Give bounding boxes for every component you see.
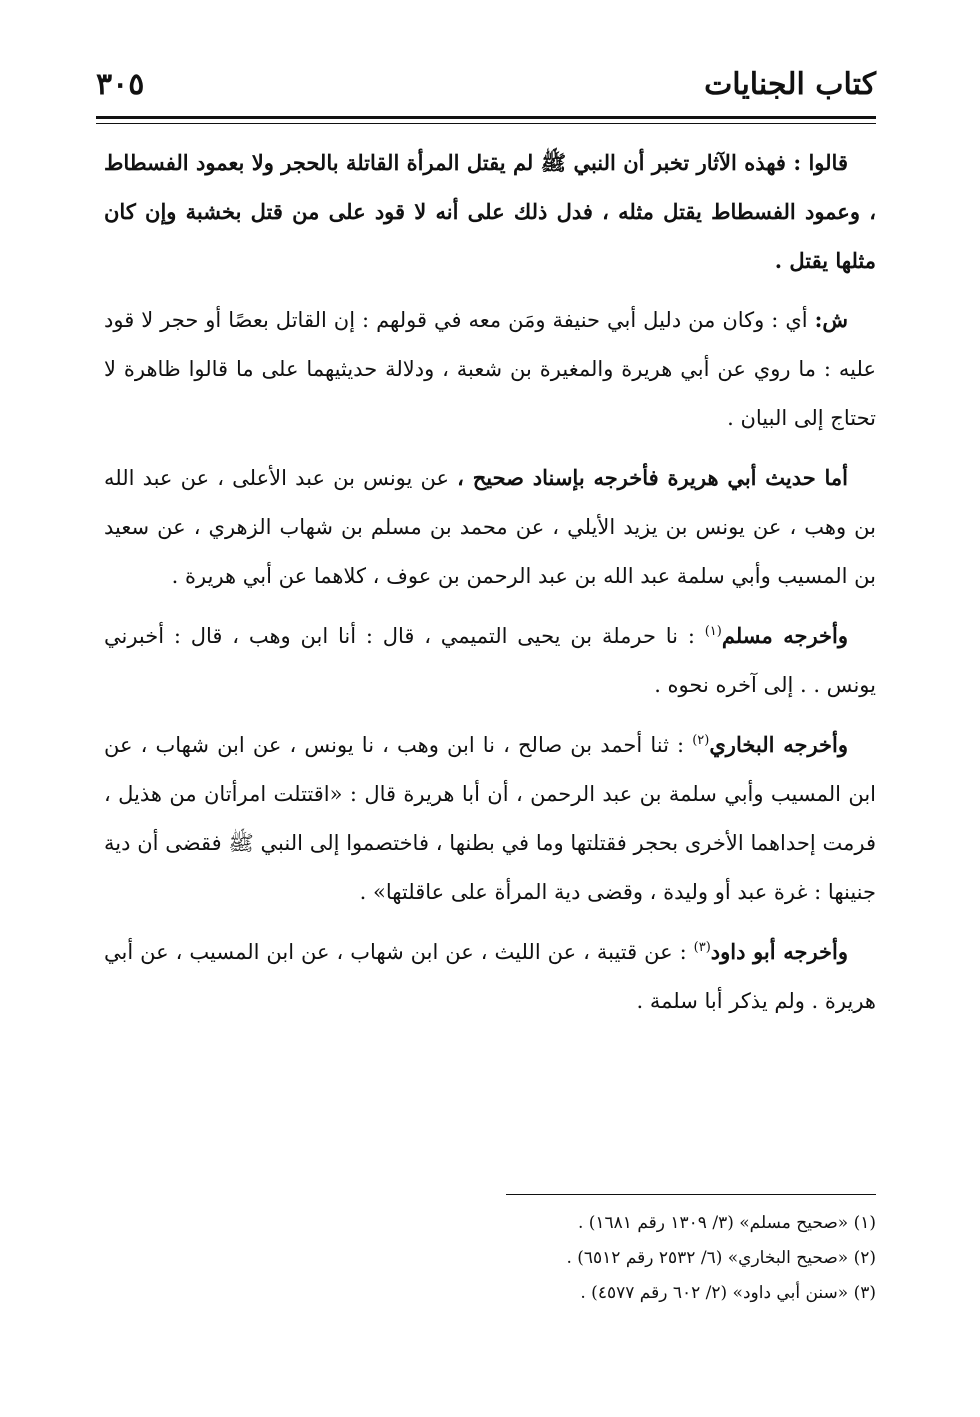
paragraph-text: عن يونس بن عبد الأعلى ، عن عبد الله بن وهب ، عن يونس بن يزيد الأيلي ، عن محمد بن مسلم بن شهاب الزهري ، عن سعيد بن المسيب وأبي سلمة عبد الله بن عبد الرحمن بن عوف ، كلاهما عن أبي هريرة . (104, 466, 876, 588)
footnote: (١) «صحيح مسلم» (٣/ ١٣٠٩ رقم ١٦٨١) . (577, 1213, 876, 1233)
footnote-marker: (٢) (692, 733, 710, 748)
paragraph (104, 720, 876, 917)
paragraph-text: : عن قتيبة ، عن الليث ، عن ابن شهاب ، عن ابن المسيب ، عن أبي هريرة . ولم يذكر أبا سلمة . (104, 940, 876, 1013)
paragraph-text: أي : وكان من دليل أبي حنيفة ومَن معه في قولهم : إن القاتل بعصًا أو حجر لا قود عليه : ما روي عن أبي هريرة والمغيرة بن شعبة ، ودلالة حديثيهما على ما قالوا ظاهرة لا تحتاج إلى البيان . (104, 308, 876, 430)
footnotes (104, 1206, 876, 1311)
page-header (96, 62, 876, 112)
paragraph-lead: وأخرجه مسلم (721, 623, 848, 648)
running-title: كتاب الجنايات (704, 67, 876, 102)
paragraph-lead: ش: (814, 307, 848, 332)
footnote-marker: (٣) (693, 940, 711, 955)
paragraph (104, 611, 876, 710)
footnote-separator (506, 1194, 876, 1195)
page-number: ٣٠٥ (96, 67, 145, 102)
paragraph (104, 927, 876, 1026)
paragraph-lead: وأخرجه أبو داود (710, 939, 848, 964)
paragraph (104, 295, 876, 443)
paragraph-text: : نا حرملة بن يحيى التميمي ، قال : أنا ابن وهب ، قال : أخبرني يونس . . إلى آخره نحوه . (104, 624, 876, 697)
footnote: (٢) «صحيح البخاري» (٦/ ٢٥٣٢ رقم ٦٥١٢) . (566, 1248, 876, 1268)
footnote: (٣) «سنن أبي داود» (٢/ ٦٠٢ رقم ٤٥٧٧) . (580, 1283, 876, 1303)
paragraph-lead: وأخرجه البخاري (709, 732, 848, 757)
header-rule-thick (96, 116, 876, 119)
main-text (104, 138, 876, 1036)
paragraph-text: قالوا : فهذه الآثار تخبر أن النبي ﷺ لم يقتل المرأة القاتلة بالحجر ولا بعمود الفسطاط ، وعمود الفسطاط يقتل مثله ، فدل ذلك على أنه لا قود على من قتل بخشبة وإن كان مثلها يقتل . (104, 150, 876, 273)
header-rule-thin (96, 123, 876, 124)
paragraph (104, 138, 876, 285)
paragraph-lead: أما حديث أبي هريرة فأخرجه بإسناد صحيح ، (457, 465, 848, 490)
paragraph (104, 453, 876, 601)
paragraph-text: : ثنا أحمد بن صالح ، نا ابن وهب ، نا يونس ، عن ابن شهاب ، عن ابن المسيب وأبي سلمة بن عبد الرحمن ، أن أبا هريرة قال : «اقتتلت امرأتان من هذيل ، فرمت إحداهما الأخرى بحجر فقتلتها وما في بطنها ، فاختصموا إلى النبي ﷺ فقضى أن دية جنينها : غرة عبد أو وليدة ، وقضى دية المرأة على عاقلتها» . (104, 733, 876, 904)
footnote-marker: (١) (704, 624, 722, 639)
